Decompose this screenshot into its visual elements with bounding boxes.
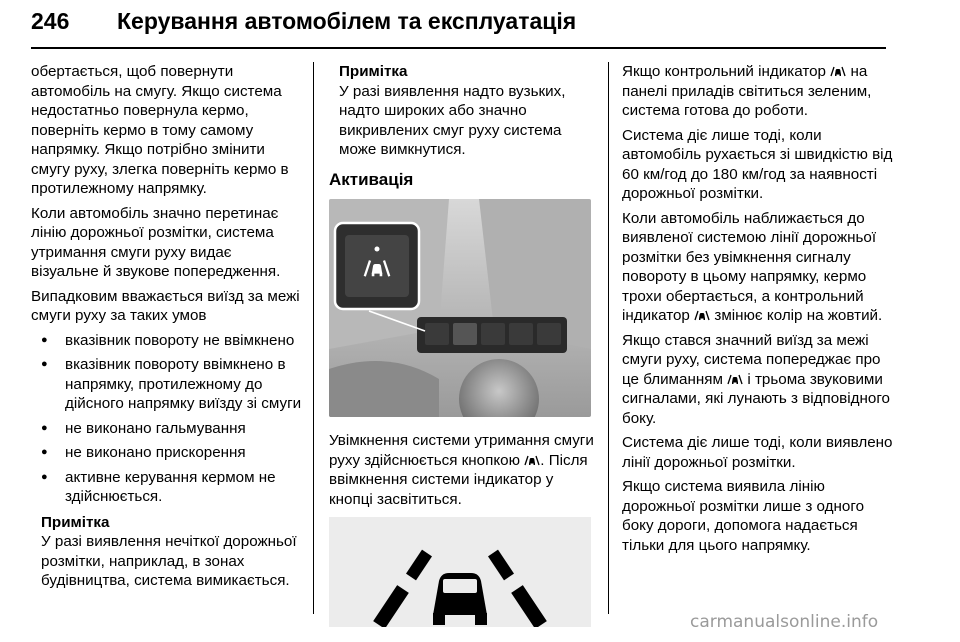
- paragraph: [329, 431, 601, 509]
- lane-keep-assist-symbol: [329, 517, 591, 627]
- paragraph: [622, 62, 894, 121]
- lane-keep-assist-icon: [524, 454, 540, 466]
- watermark: carmanualsonline.info: [690, 612, 879, 632]
- paragraph-text: на панелі приладів світиться зеленим, система готова до роботи.: [622, 63, 872, 119]
- paragraph-text: Якщо контрольний індикатор: [622, 63, 826, 80]
- lane-keep-assist-icon: [727, 373, 743, 385]
- lane-keep-assist-icon: [830, 65, 846, 77]
- column-1: [31, 62, 303, 591]
- chapter-title: Керування автомобілем та експлуатація: [117, 8, 577, 34]
- list-item: ● не виконано гальмування: [31, 419, 303, 439]
- paragraph-text: Якщо стався значний виїзд за межі смуги руху, система попереджає про це блиманням: [622, 331, 881, 388]
- paragraph-text: Коли автомобіль наближається до виявленої системою лінії дорожньої розмітки без увімкнення сигналу повороту в цьому напрямку, кермо трохи обертається, а контрольний індикатор: [622, 209, 877, 324]
- paragraph-text: і трьома звуковими сигналами, які лунають з відповідного боку.: [622, 370, 890, 427]
- paragraph: [622, 331, 894, 429]
- paragraph: Коли автомобіль значно перетинає лінію дорожньої розмітки, система утримання смуги руху видає візуальне й звукове попередження.: [31, 204, 281, 280]
- column-divider: [608, 62, 609, 614]
- list-item: ● вказівник повороту ввімкнено в напрямку, протилежному до дійсного напрямку виїзду зі смуги: [31, 355, 303, 414]
- paragraph: обертається, щоб повернути автомобіль на смугу. Якщо система недостатньо повернула кермо, поверніть кермо в тому самому напрямку. Якщо потрібно змінити смугу руху, злегка поверніть кермо в протилежному напрямку.: [31, 63, 289, 197]
- note-heading: Примітка: [41, 513, 110, 531]
- note-box: [329, 62, 601, 160]
- column-3: [622, 62, 894, 560]
- note-text: У разі виявлення надто вузьких, надто широких або значно викривлених смуг руху система може вимкнутися.: [339, 82, 566, 158]
- paragraph-text: . Після ввімкнення системи індикатор у кнопці засвітиться.: [329, 451, 588, 508]
- paragraph-text: Увімкнення системи утримання смуги руху здійснюється кнопкою: [329, 432, 594, 469]
- paragraph-text: змінює колір на жовтий.: [714, 307, 883, 324]
- header-divider: [31, 47, 886, 49]
- note-box: [31, 513, 303, 591]
- note-heading: Примітка: [339, 63, 408, 80]
- conditions-list: [31, 331, 303, 507]
- dashboard-button-photo: [329, 199, 591, 417]
- column-2: [329, 62, 601, 627]
- page-header: [31, 6, 921, 50]
- page-number: 246: [31, 8, 70, 34]
- column-divider: [313, 62, 314, 614]
- paragraph: Система діє лише тоді, коли автомобіль рухається зі швидкістю від 60 км/год до 180 км/год за наявності дорожньої розмітки.: [622, 126, 893, 202]
- section-title: Активація: [329, 169, 414, 189]
- lane-keep-assist-icon: [694, 309, 710, 321]
- list-item: ● не виконано прискорення: [31, 443, 303, 463]
- note-text: У разі виявлення нечіткої дорожньої розмітки, наприклад, в зонах будівництва, система вимикається.: [41, 533, 297, 589]
- paragraph: Якщо система виявила лінію дорожньої розмітки лише з одного боку дороги, допомога надається тільки для цього напрямку.: [622, 478, 865, 554]
- list-item: ● вказівник повороту не ввімкнено: [31, 331, 303, 351]
- paragraph: [622, 209, 894, 326]
- paragraph: Випадковим вважається виїзд за межі смуги руху за таких умов: [31, 287, 300, 324]
- paragraph: Система діє лише тоді, коли виявлено лінії дорожньої розмітки.: [622, 434, 893, 471]
- list-item: ● активне керування кермом не здійснюється.: [31, 468, 303, 507]
